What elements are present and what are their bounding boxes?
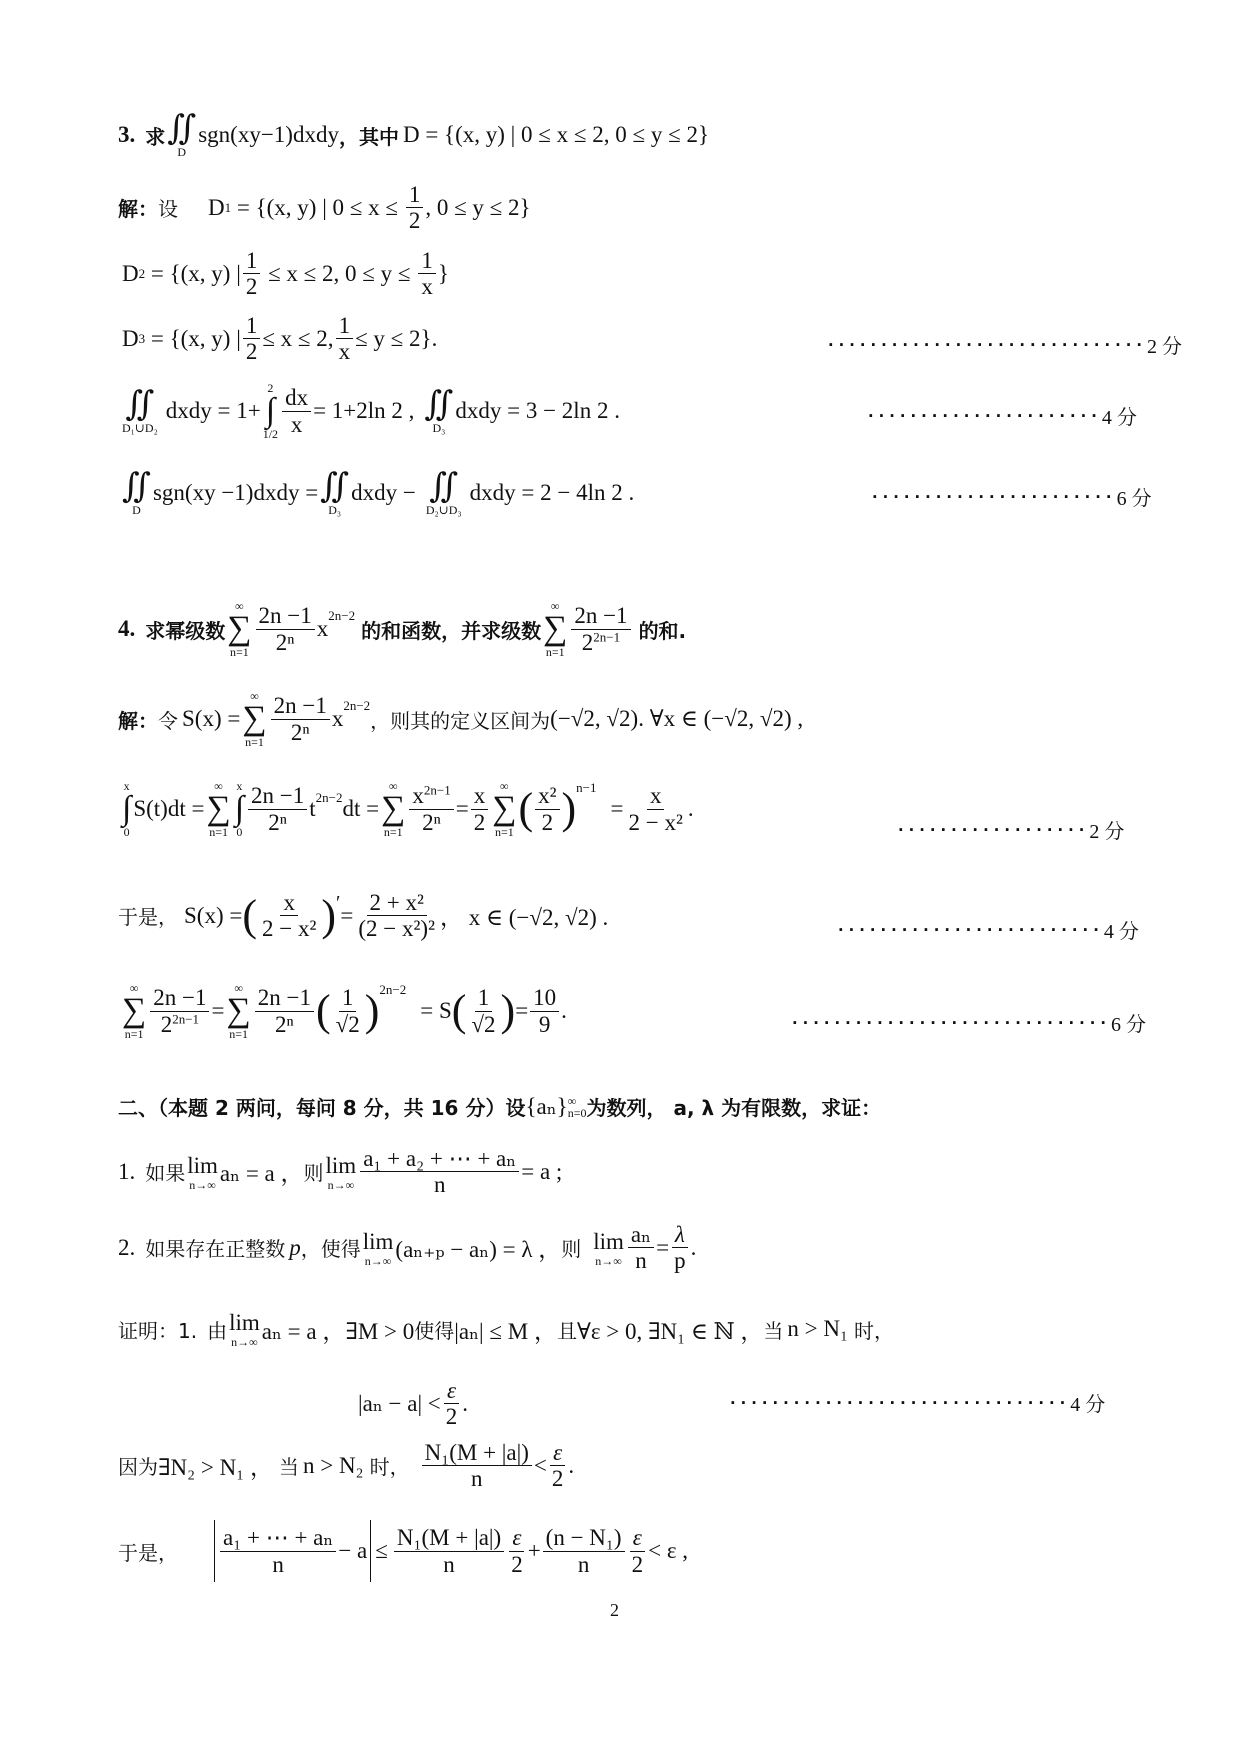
proof-line4 xyxy=(118,1520,688,1582)
fraction: $\frac{2n -1}{2^{2n-1}}$ xyxy=(571,603,630,655)
s-definition xyxy=(118,690,803,748)
integral-symbol: x ∫ 0 xyxy=(234,779,245,839)
fraction: $\frac{1}{2}$ xyxy=(243,313,261,365)
score-marker: ······················ 4 分 xyxy=(866,406,1137,429)
d1-subscript: 1 xyxy=(224,199,232,215)
left-paren: ( xyxy=(451,986,467,1035)
exponent: n−1 xyxy=(576,780,597,795)
exponent: 2n−2 xyxy=(379,982,407,997)
score-marker: ······················· 6 分 xyxy=(870,487,1152,510)
proof-line3 xyxy=(118,1440,574,1492)
double-integral-symbol: ∬ D₁∪D₂ xyxy=(122,386,158,435)
sum-symbol: ∞ ∑ n=1 xyxy=(206,779,231,839)
plus: + xyxy=(527,1538,541,1563)
fraction: $\frac{2n -1}{2^{2n-1}}$ xyxy=(150,985,209,1037)
fraction: $\frac{\text{N₁(M + |a|)}}{n}$ xyxy=(394,1525,504,1577)
equals: = xyxy=(515,998,529,1023)
sequence-bounds: ∞ n=0 xyxy=(567,1093,587,1120)
let-text: 设 xyxy=(158,197,178,222)
problem4-statement xyxy=(118,600,686,658)
d3-symbol: D xyxy=(122,325,139,351)
solution-label: 解： xyxy=(118,197,158,222)
fraction: $\frac{1}{√2}$ xyxy=(471,985,496,1037)
proof-text: 时， xyxy=(854,1318,894,1343)
area-equations xyxy=(120,382,620,440)
prime: ′ xyxy=(336,892,341,914)
fraction: $\frac{\varepsilon}{2}$ xyxy=(631,1525,644,1577)
right-paren: ) xyxy=(321,890,337,940)
equation-text: |aₙ| ≤ M ， xyxy=(454,1318,557,1344)
domain-text: ， x ∈ (−√2, √2) . xyxy=(439,905,609,931)
fraction: $\frac{\text{x²}}{2}$ xyxy=(535,783,559,835)
fraction: $\frac{\varepsilon}{2}$ xyxy=(445,1378,458,1430)
fraction: $\frac{\lambda}{p}$ xyxy=(671,1222,689,1274)
period: . xyxy=(561,998,567,1023)
prompt-text: 的和. xyxy=(638,618,687,643)
solution-label: 解： xyxy=(118,708,158,733)
domain-definition: D = {(x, y) | 0 ≤ x ≤ 2, 0 ≤ y ≤ 2} xyxy=(402,122,710,147)
period: . xyxy=(568,1452,575,1478)
equation-result: = 1+2ln 2 , xyxy=(313,398,415,423)
fraction: $\frac{\text{2 + x²}}{\text{(2 − x²)²}}$ xyxy=(358,890,435,942)
exponent: 2n−2 xyxy=(328,608,356,623)
integral-derivation xyxy=(120,780,694,838)
score-marker: ························· 4 分 xyxy=(836,920,1139,943)
fraction: $\frac{x}{\text{2 − x²}}$ xyxy=(262,890,317,942)
proof-line1 xyxy=(118,1310,894,1348)
equation-result: dxdy = 2 − 4ln 2 . xyxy=(469,480,635,505)
d2-subscript: 2 xyxy=(138,265,146,281)
d3-text-tail: ≤ y ≤ 2}. xyxy=(355,325,438,351)
fraction: $\frac{2n -1}{\text{2ⁿ}}$ xyxy=(271,693,330,745)
exponent: 2n−2 xyxy=(315,790,343,805)
fraction: $\frac{\varepsilon}{2}$ xyxy=(511,1525,523,1577)
less-than: < xyxy=(533,1452,547,1478)
interval: (−√2, √2) xyxy=(550,706,639,731)
double-integral-symbol: ∬ D₃ xyxy=(424,386,454,435)
equals: = xyxy=(340,902,354,928)
let-text: 令 xyxy=(158,708,178,733)
d2-definition xyxy=(122,248,449,300)
limit-operator: lim n→∞ xyxy=(229,1310,260,1349)
equation-text: dt = xyxy=(342,796,380,821)
d1-text-tail: , 0 ≤ y ≤ 2} xyxy=(425,194,531,220)
fraction: $\frac{x}{2}$ xyxy=(471,783,489,835)
sum-symbol: ∞ ∑ n=1 xyxy=(381,779,406,839)
period: . xyxy=(462,1390,469,1416)
power-term: x xyxy=(331,706,344,731)
variable-t: t xyxy=(309,796,316,821)
d2-text-tail: } xyxy=(437,260,449,286)
limit-operator: lim n→∞ xyxy=(593,1228,624,1268)
sum-symbol: ∞ ∑ n=1 xyxy=(242,689,267,749)
equation-text: = a ; xyxy=(521,1158,563,1184)
power-term: x xyxy=(316,616,329,641)
forall-text: . ∀x ∈ (−√2, √2) , xyxy=(638,706,804,731)
equation-end: < ε , xyxy=(648,1538,688,1563)
limit-operator: lim n→∞ xyxy=(325,1152,357,1192)
fraction: $\frac{\text{a₁ + a₂ + ⋯ + aₙ}}{n}$ xyxy=(360,1146,519,1198)
section2-heading xyxy=(118,1092,881,1121)
equation-text: = S xyxy=(420,998,452,1023)
sum-symbol: ∞ ∑ n=1 xyxy=(227,599,252,659)
fraction: $\frac{1}{2}$ xyxy=(406,182,424,234)
question2 xyxy=(118,1222,696,1274)
proof-text: 时， xyxy=(369,1455,410,1480)
prompt-text: 的和函数，并求级数 xyxy=(361,618,542,643)
equals: = xyxy=(211,998,225,1023)
left-paren: ( xyxy=(242,890,257,940)
sequence: {aₙ} xyxy=(525,1093,568,1119)
section-heading-tail: 为数列， a, λ 为有限数，求证： xyxy=(586,1096,882,1120)
derivative-line xyxy=(118,890,608,942)
where-text: ，其中 xyxy=(338,124,399,149)
period: . xyxy=(687,796,694,821)
equals: = xyxy=(610,796,624,821)
d1-symbol: D xyxy=(208,194,225,220)
fraction: $\frac{1}{x}$ xyxy=(418,248,436,300)
proof-line2 xyxy=(358,1378,468,1430)
d3-text: = {(x, y) | xyxy=(145,325,241,351)
fraction: $\frac{1}{√2}$ xyxy=(335,985,360,1037)
sum-symbol: ∞ ∑ n=1 xyxy=(543,599,568,659)
proof-text: 当 xyxy=(763,1318,784,1343)
equation-text: dxdy − xyxy=(351,480,416,505)
double-integral-symbol: ∬ D₂∪D₃ xyxy=(425,468,462,517)
equation-text: n > N₁ xyxy=(787,1316,848,1341)
equation-text: n > N₂ xyxy=(302,1452,364,1478)
proof-text: 由 xyxy=(207,1318,228,1343)
equation-text: aₙ = a ，∃M > 0 xyxy=(261,1318,415,1344)
score-marker: ································ 4 分 xyxy=(728,1393,1106,1416)
d2-symbol: D xyxy=(122,260,139,286)
right-paren: ) xyxy=(364,986,380,1035)
equation-text: aₙ = a ， xyxy=(219,1161,304,1187)
fraction: $\frac{1}{x}$ xyxy=(336,313,354,365)
exponent: 2n−2 xyxy=(343,698,371,713)
equation-text: (aₙ₊ₚ − aₙ) = λ ， xyxy=(395,1237,562,1263)
left-paren: ( xyxy=(518,784,534,833)
double-integral-symbol: ∬ D xyxy=(122,468,151,517)
fraction: $\frac{\text{(n − N₁)}}{n}$ xyxy=(543,1525,625,1577)
therefore-text: 于是， xyxy=(118,905,178,930)
fraction: $\frac{10}{9}$ xyxy=(530,985,559,1037)
therefore-text: 于是， xyxy=(118,1540,178,1565)
d3-definition xyxy=(122,313,437,365)
d2-text: = {(x, y) | xyxy=(145,260,241,286)
integral-symbol: 2 ∫ 1/2 xyxy=(262,381,279,441)
fraction: $\frac{1}{2}$ xyxy=(243,248,261,300)
fraction: $\frac{x^{2n-1}}{\text{2ⁿ}}$ xyxy=(409,783,453,835)
left-paren: ( xyxy=(315,986,331,1035)
prompt-text: 求 xyxy=(145,124,166,149)
limit-operator: lim n→∞ xyxy=(187,1152,218,1192)
fraction: $\frac{x}{\text{2 − x²}}$ xyxy=(628,783,683,835)
proof-text: 当 xyxy=(278,1455,299,1480)
fraction: $\frac{2n -1}{\text{2ⁿ}}$ xyxy=(256,603,315,655)
integrand: sgn(xy−1)dxdy xyxy=(198,122,339,147)
d1-definition xyxy=(118,182,531,234)
fraction: $\frac{2n -1}{\text{2ⁿ}}$ xyxy=(248,783,307,835)
d2-text-mid: ≤ x ≤ 2, 0 ≤ y ≤ xyxy=(262,260,417,286)
problem-number: 3. xyxy=(118,122,136,147)
question-number: 1. xyxy=(118,1158,136,1184)
proof-text: 因为 xyxy=(118,1455,158,1480)
equation-text: dxdy = 3 − 2ln 2 . xyxy=(455,398,620,423)
sum-symbol: ∞ ∑ n=1 xyxy=(122,981,147,1041)
page-number: 2 xyxy=(610,1600,619,1620)
then-text: 则 xyxy=(303,1161,324,1186)
equation-text: |aₙ − a| < xyxy=(358,1390,441,1416)
equals: = xyxy=(455,796,469,821)
problem3-statement xyxy=(118,112,709,158)
less-equal: ≤ xyxy=(375,1538,388,1563)
domain-text: ，则其的定义区间为 xyxy=(370,708,551,733)
right-paren: ) xyxy=(561,784,577,833)
section-heading: 二、（本题 2 两问，每问 8 分，共 16 分）设 xyxy=(118,1096,526,1120)
fraction: $\frac{\text{N₁(M + |a|)}}{n}$ xyxy=(422,1440,532,1492)
d3-text-mid: ≤ x ≤ 2, xyxy=(262,325,334,351)
score-marker: ······························ 6 分 xyxy=(790,1013,1146,1036)
absolute-value: $\frac{\text{a₁ + ⋯ + aₙ}}{n}$ − a xyxy=(214,1520,371,1582)
limit-operator: lim n→∞ xyxy=(362,1228,394,1268)
d3-subscript: 3 xyxy=(138,330,146,346)
fraction: $\frac{2n -1}{\text{2ⁿ}}$ xyxy=(255,985,314,1037)
integral-symbol: x ∫ 0 xyxy=(122,779,132,839)
equation-text: ∃N₂ > N₁ ， xyxy=(158,1455,273,1481)
proof-text: 且 xyxy=(556,1318,577,1343)
right-paren: ) xyxy=(500,986,516,1035)
equation-text: ∀ε > 0, ∃N₁ ∈ ℕ ， xyxy=(576,1318,764,1344)
fraction: $\frac{\varepsilon}{2}$ xyxy=(551,1440,564,1492)
period: . xyxy=(690,1234,697,1260)
equals: = xyxy=(656,1234,670,1260)
if-text: 如果存在正整数 xyxy=(145,1237,286,1262)
then-text: 则 xyxy=(561,1237,582,1262)
such-that-text: ，使得 xyxy=(300,1237,361,1262)
sum-symbol: ∞ ∑ n=1 xyxy=(226,981,251,1041)
double-integral-symbol: ∬ D xyxy=(167,110,197,159)
equation-text: sgn(xy −1)dxdy = xyxy=(152,480,319,505)
series-sum-line xyxy=(120,982,567,1040)
prompt-text: 求幂级数 xyxy=(145,618,226,643)
equation-text: S(x) = xyxy=(184,902,243,928)
final-equation xyxy=(120,470,634,516)
problem-number: 4. xyxy=(118,616,136,641)
score-marker: ·················· 2 分 xyxy=(896,820,1125,843)
question-number: 2. xyxy=(118,1234,136,1260)
proof-text: 使得 xyxy=(414,1318,455,1343)
fraction: $\frac{\text{a₁ + ⋯ + aₙ}}{n}$ xyxy=(220,1525,336,1577)
variable-p: p xyxy=(289,1234,301,1260)
sum-symbol: ∞ ∑ n=1 xyxy=(492,779,517,839)
fraction: $\frac{\text{aₙ}}{n}$ xyxy=(628,1222,654,1274)
fraction: $\frac{dx}{x}$ xyxy=(282,385,311,437)
s-lhs: S(x) = xyxy=(182,706,241,731)
if-text: 如果 xyxy=(145,1161,186,1186)
equation-text: S(t)dt = xyxy=(133,796,205,821)
d1-text: = {(x, y) | 0 ≤ x ≤ xyxy=(231,194,404,220)
equation-text: dxdy = 1+ xyxy=(165,398,261,423)
double-integral-symbol: ∬ D₃ xyxy=(320,468,350,517)
question1 xyxy=(118,1146,562,1198)
proof-label: 证明：1. xyxy=(118,1318,198,1343)
score-marker: ······························ 2 分 xyxy=(826,335,1182,358)
